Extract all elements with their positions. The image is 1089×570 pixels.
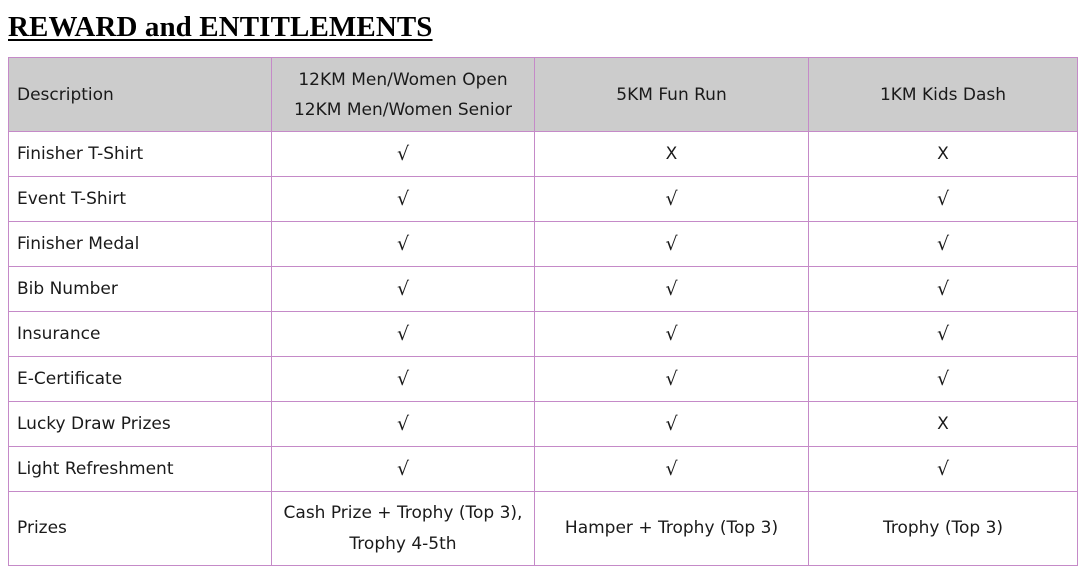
header-description — [9, 58, 272, 132]
row-label: Bib Number — [9, 267, 272, 312]
header-label: 1KM Kids Dash — [879, 84, 1007, 105]
check-mark-icon: √ — [396, 413, 410, 435]
entitlement-cell — [809, 357, 1078, 402]
prize-text: Trophy 4-5th — [349, 533, 457, 554]
check-mark-icon: √ — [936, 233, 950, 255]
cross-mark-icon: X — [665, 144, 678, 164]
table-row — [9, 222, 1078, 267]
check-mark-icon: √ — [396, 188, 410, 210]
entitlement-cell — [535, 132, 809, 177]
entitlement-cell — [272, 357, 535, 402]
prize-text: Hamper + Trophy (Top 3) — [564, 518, 779, 538]
row-label: Finisher T-Shirt — [9, 132, 272, 177]
check-mark-icon: √ — [936, 368, 950, 390]
check-mark-icon: √ — [665, 278, 678, 300]
check-mark-icon: √ — [936, 458, 950, 480]
entitlement-cell — [535, 402, 809, 447]
entitlement-cell — [809, 222, 1078, 267]
entitlement-cell — [809, 402, 1078, 447]
check-mark-icon: √ — [396, 458, 410, 480]
entitlement-cell — [809, 132, 1078, 177]
row-label: E-Certificate — [9, 357, 272, 402]
table-header — [9, 58, 1078, 132]
cross-mark-icon: X — [937, 144, 949, 164]
entitlement-cell — [272, 222, 535, 267]
entitlement-cell — [809, 312, 1078, 357]
entitlement-cell — [535, 447, 809, 492]
prize-cell — [809, 492, 1078, 566]
check-mark-icon: √ — [936, 323, 950, 345]
entitlement-cell — [535, 312, 809, 357]
entitlement-cell — [272, 447, 535, 492]
table-row — [9, 267, 1078, 312]
entitlement-cell — [535, 357, 809, 402]
table-row — [9, 177, 1078, 222]
check-mark-icon: √ — [396, 143, 410, 165]
prize-text: Cash Prize + Trophy (Top 3), — [283, 502, 523, 523]
row-label: Light Refreshment — [9, 447, 272, 492]
entitlement-cell — [535, 267, 809, 312]
check-mark-icon: √ — [665, 323, 678, 345]
header-label: 12KM Men/Women Senior — [293, 99, 513, 120]
check-mark-icon: √ — [665, 368, 678, 390]
entitlement-cell — [272, 312, 535, 357]
header-5km — [535, 58, 809, 132]
row-label: Prizes — [9, 492, 272, 566]
check-mark-icon: √ — [665, 188, 678, 210]
header-1km — [809, 58, 1078, 132]
table-row — [9, 357, 1078, 402]
entitlement-cell — [272, 402, 535, 447]
header-label: 12KM Men/Women Open — [298, 69, 508, 90]
check-mark-icon: √ — [665, 233, 678, 255]
table-row — [9, 132, 1078, 177]
page-title: REWARD and ENTITLEMENTS — [8, 11, 433, 43]
entitlement-cell — [272, 132, 535, 177]
row-label: Lucky Draw Prizes — [9, 402, 272, 447]
entitlement-cell — [809, 267, 1078, 312]
header-label: 5KM Fun Run — [616, 84, 727, 105]
check-mark-icon: √ — [936, 278, 950, 300]
entitlement-cell — [535, 177, 809, 222]
row-label: Finisher Medal — [9, 222, 272, 267]
table-row — [9, 312, 1078, 357]
row-label: Insurance — [9, 312, 272, 357]
check-mark-icon: √ — [396, 323, 410, 345]
entitlement-cell — [272, 267, 535, 312]
table-row — [9, 402, 1078, 447]
rewards-table — [8, 57, 1078, 566]
prizes-row — [9, 492, 1078, 566]
check-mark-icon: √ — [396, 278, 410, 300]
prize-cell — [535, 492, 809, 566]
table-body — [9, 132, 1078, 566]
entitlement-cell — [535, 222, 809, 267]
row-label: Event T-Shirt — [9, 177, 272, 222]
header-label: Description — [17, 84, 114, 105]
entitlement-cell — [809, 177, 1078, 222]
check-mark-icon: √ — [396, 233, 410, 255]
check-mark-icon: √ — [665, 413, 678, 435]
header-12km — [272, 58, 535, 132]
cross-mark-icon: X — [937, 414, 949, 434]
entitlement-cell — [272, 177, 535, 222]
entitlement-cell — [809, 447, 1078, 492]
check-mark-icon: √ — [936, 188, 950, 210]
table-row — [9, 447, 1078, 492]
check-mark-icon: √ — [665, 458, 678, 480]
prize-text: Trophy (Top 3) — [882, 518, 1004, 538]
check-mark-icon: √ — [396, 368, 410, 390]
prize-cell — [272, 492, 535, 566]
header-row — [9, 58, 1078, 132]
